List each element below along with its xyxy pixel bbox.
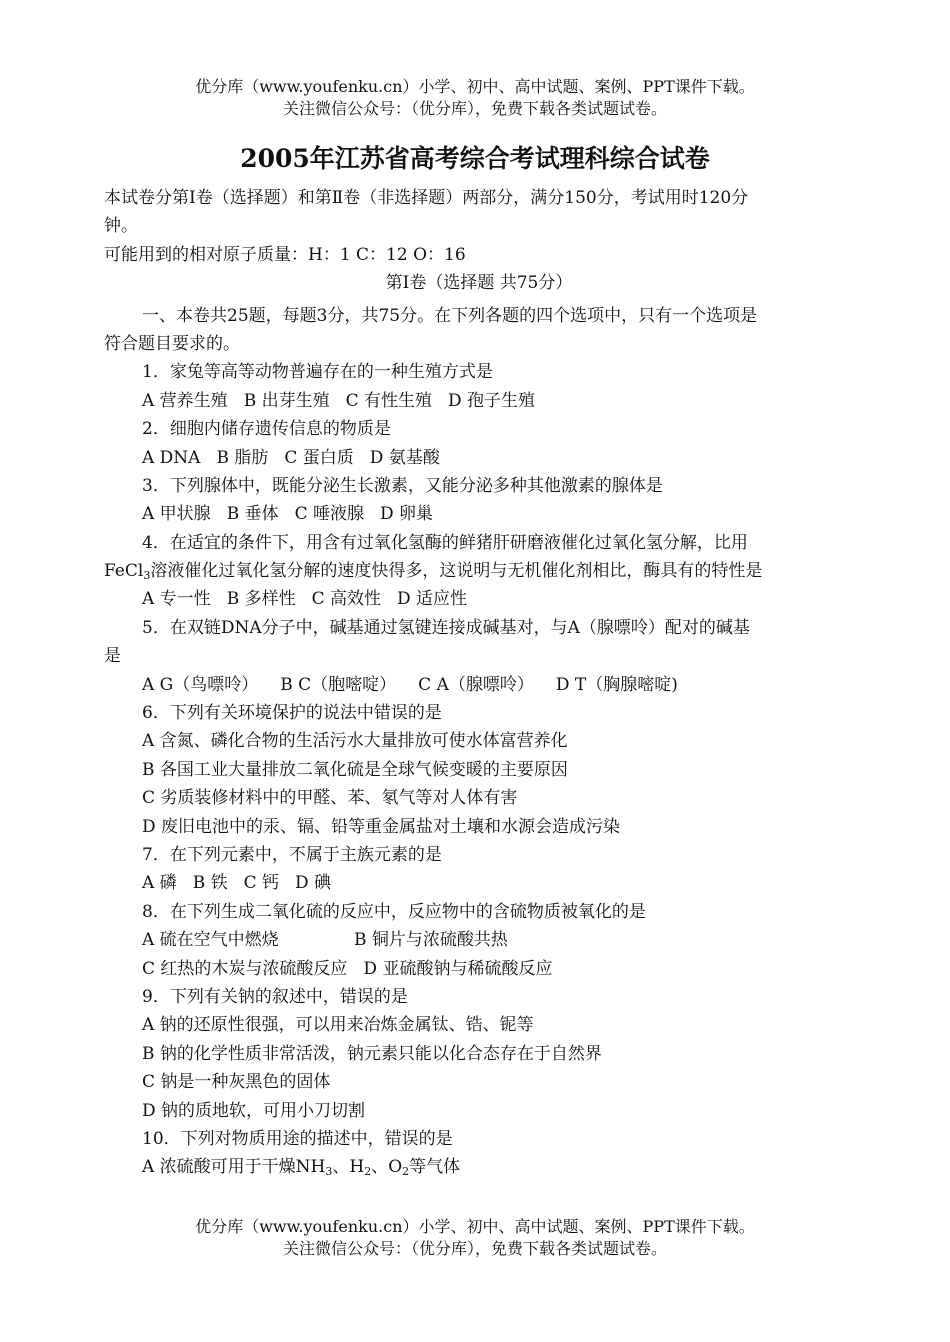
question-5-options <box>104 671 854 699</box>
question-3-stem: 3．下列腺体中，既能分泌生长激素，又能分泌多种其他激素的腺体是 <box>142 475 663 496</box>
option-b: B 垂体 <box>226 504 279 525</box>
option-a: A DNA <box>142 447 201 468</box>
page-header <box>0 76 950 120</box>
question-4-options <box>104 585 854 613</box>
option-a: A G（鸟嘌呤） <box>142 674 259 695</box>
option-a-text: A 浓硫酸可用于干燥NH <box>142 1157 326 1178</box>
page-footer <box>0 1216 950 1260</box>
question-8-options-row-1 <box>104 926 854 954</box>
option-d: D 氨基酸 <box>369 447 440 468</box>
section-title: 第Ⅰ卷（选择题 共75分） <box>385 273 573 294</box>
question-6-option-d: D 废旧电池中的汞、镉、铅等重金属盐对土壤和水源会造成污染 <box>142 816 621 837</box>
question-5-stem-a: 5．在双链DNA分子中，碱基通过氢键连接成碱基对，与A（腺嘌呤）配对的碱基 <box>142 617 750 638</box>
option-d: D 亚硫酸钠与稀硫酸反应 <box>363 958 553 979</box>
option-b: B C（胞嘧啶） <box>280 674 397 695</box>
option-b: B 多样性 <box>226 589 296 610</box>
question-10-option-a <box>104 1153 854 1181</box>
option-a: A 硫在空气中燃烧 <box>142 930 279 951</box>
option-d: D 卵巢 <box>380 504 434 525</box>
option-a-text: 、O <box>371 1157 403 1178</box>
question-9-option-b: B 钠的化学性质非常活泼，钠元素只能以化合态存在于自然界 <box>142 1043 602 1064</box>
header-line-1: 优分库（www.youfenku.cn）小学、初中、高中试题、案例、PPT课件下载。 <box>195 77 755 96</box>
question-9-option-d: D 钠的质地软，可用小刀切割 <box>142 1100 366 1121</box>
question-8-options-row-2 <box>104 955 854 983</box>
option-b: B 铜片与浓硫酸共热 <box>354 930 508 951</box>
question-6-stem: 6．下列有关环境保护的说法中错误的是 <box>142 703 442 724</box>
option-a: A 甲状腺 <box>142 504 211 525</box>
footer-line-2: 关注微信公众号：（优分库），免费下载各类试题试卷。 <box>282 1239 667 1258</box>
question-2-stem: 2．细胞内储存遗传信息的物质是 <box>142 419 391 440</box>
question-7-options <box>104 869 854 897</box>
option-a: A 磷 <box>142 873 177 894</box>
option-a-text: 、H <box>332 1157 365 1178</box>
option-d: D 适应性 <box>397 589 468 610</box>
question-10-stem: 10．下列对物质用途的描述中，错误的是 <box>142 1128 453 1149</box>
question-7-stem: 7．在下列元素中，不属于主族元素的是 <box>142 844 442 865</box>
subscript: 2 <box>364 1165 372 1179</box>
option-b: B 出芽生殖 <box>243 390 330 411</box>
subscript: 2 <box>402 1165 410 1179</box>
question-9-stem: 9．下列有关钠的叙述中，错误的是 <box>142 986 408 1007</box>
question-1-options <box>104 387 854 415</box>
option-c: C 蛋白质 <box>284 447 354 468</box>
formula-fecl: FeCl <box>104 561 144 582</box>
footer-line-1: 优分库（www.youfenku.cn）小学、初中、高中试题、案例、PPT课件下载。 <box>195 1217 755 1236</box>
exam-body <box>104 184 854 1182</box>
option-c: C 唾液腺 <box>294 504 365 525</box>
option-a-text: 等气体 <box>409 1157 461 1178</box>
intro-line-2: 可能用到的相对原子质量：H：1 C：12 O：16 <box>104 244 466 265</box>
header-line-2: 关注微信公众号：（优分库），免费下载各类试题试卷。 <box>282 99 667 118</box>
question-6-option-a: A 含氮、磷化合物的生活污水大量排放可使水体富营养化 <box>142 731 568 752</box>
option-a: A 专一性 <box>142 589 211 610</box>
instructions-line-1: 一、本卷共25题，每题3分，共75分。在下列各题的四个选项中，只有一个选项是 <box>142 305 758 326</box>
option-b: B 铁 <box>192 873 228 894</box>
question-6-option-b: B 各国工业大量排放二氧化硫是全球气候变暖的主要原因 <box>142 759 568 780</box>
option-a: A 营养生殖 <box>142 390 228 411</box>
option-c: C 红热的木炭与浓硫酸反应 <box>142 958 348 979</box>
question-4-stem-b-text: 溶液催化过氧化氢分解的速度快得多，这说明与无机催化剂相比，酶具有的特性是 <box>150 561 763 582</box>
question-1-stem: 1．家兔等高等动物普遍存在的一种生殖方式是 <box>142 362 493 383</box>
question-3-options <box>104 500 854 528</box>
question-4-stem-a: 4．在适宜的条件下，用含有过氧化氢酶的鲜猪肝研磨液催化过氧化氢分解，比用 <box>142 532 748 553</box>
question-9-option-c: C 钠是一种灰黑色的固体 <box>142 1072 331 1093</box>
instructions-line-2: 符合题目要求的。 <box>104 333 240 354</box>
option-d: D 碘 <box>295 873 332 894</box>
option-d: D 孢子生殖 <box>448 390 536 411</box>
subscript: 3 <box>325 1165 333 1179</box>
option-c: C 高效性 <box>311 589 382 610</box>
question-6-option-c: C 劣质装修材料中的甲醛、苯、氡气等对人体有害 <box>142 788 518 809</box>
page-title: 2005年江苏省高考综合考试理科综合试卷 <box>240 144 710 173</box>
option-c: C A（腺嘌呤） <box>418 674 534 695</box>
question-5-stem-b: 是 <box>104 646 121 667</box>
option-d: D T（胸腺嘧啶) <box>555 674 678 695</box>
intro-line-1b: 钟。 <box>104 216 138 237</box>
option-c: C 有性生殖 <box>345 390 433 411</box>
question-2-options <box>104 444 854 472</box>
subscript: 3 <box>143 569 151 583</box>
intro-line-1: 本试卷分第Ⅰ卷（选择题）和第Ⅱ卷（非选择题）两部分，满分150分，考试用时120分 <box>104 188 749 208</box>
question-9-option-a: A 钠的还原性很强，可以用来冶炼金属钛、锆、铌等 <box>142 1015 534 1036</box>
option-c: C 钙 <box>243 873 280 894</box>
question-4-stem-b <box>104 557 854 585</box>
question-8-stem: 8．在下列生成二氧化硫的反应中，反应物中的含硫物质被氧化的是 <box>142 901 646 922</box>
option-b: B 脂肪 <box>216 447 269 468</box>
